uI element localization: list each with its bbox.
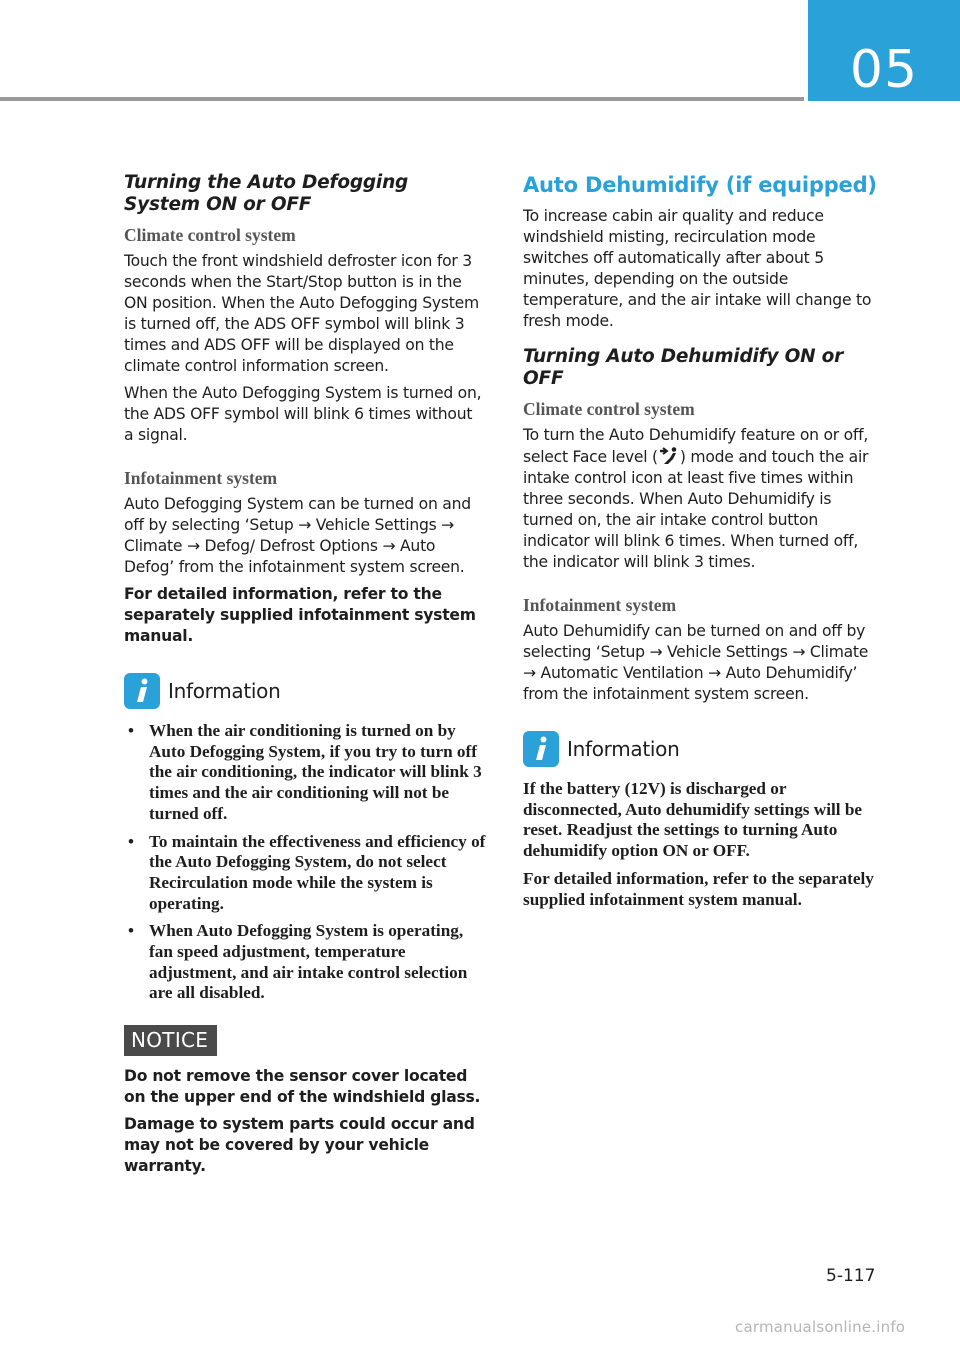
chapter-number: 05 [849,39,919,100]
climate-paragraph-1: Touch the front windshield defroster icon for 3 seconds when the Start/Stop button is in the ON position. When the Auto Defogging System is turned off, the ADS OFF symbol will blink 3 times and ADS OFF will be displayed on the climate control information screen. [124,252,479,375]
info-icon [124,673,160,709]
left-column [124,172,486,1183]
auto-dehumidify-title: Auto Dehumidify (if equipped) [523,173,877,197]
climate-control-subheading: Climate control system [124,225,296,245]
notice-paragraph-1: Do not remove the sensor cover located on the upper end of the windshield glass. [124,1067,481,1107]
information-title: Information [567,737,680,761]
information-list [124,721,486,1004]
information-paragraph-1: If the battery (12V) is discharged or disconnected, Auto dehumidify settings will be reset. Readjust the settings to turning Auto dehumidify option ON or OFF. [523,779,863,861]
auto-dehumidify-heading: Turning Auto Dehumidify ON or OFF [523,346,844,389]
climate-control-subheading: Climate control system [523,399,695,419]
face-level-icon [658,446,680,466]
climate-text-before: To turn the Auto Dehumidify feature on or off, select Face level ( [523,426,869,466]
info-icon [523,731,559,767]
ads-heading: Turning the Auto Defogging System ON or OFF [124,172,409,215]
auto-dehumidify-intro: To increase cabin air quality and reduce windshield misting, recirculation mode switches off automatically after about 5 minutes, depending on the outside temperature, and the air intake will change to fresh mode. [523,207,872,330]
information-title: Information [168,679,281,703]
information-box-header [523,731,885,767]
list-item: • When the air conditioning is turned on by Auto Defogging System, if you try to turn off the air conditioning, the indicator will blink 3 times and the air conditioning will not be turned off. [124,721,486,825]
climate-paragraph-2: When the Auto Defogging System is turned on, the ADS OFF symbol will blink 6 times without a signal. [124,384,482,444]
right-column [523,172,885,917]
climate-text-after: ) mode and touch the air intake control icon at least five times within three seconds. When Auto Dehumidify is turned on, the air intake control button indicator will blink 6 times. When turned off, the indicator will blink 3 times. [523,448,869,571]
information-paragraph-2: For detailed information, refer to the separately supplied infotainment system manual. [523,868,874,909]
infotainment-paragraph: Auto Dehumidify can be turned on and off by selecting ‘Setup → Vehicle Settings → Climate → Automatic Ventilation → Auto Dehumidify’ from the infotainment system screen. [523,622,869,703]
header-rule [0,97,804,101]
notice-paragraph-2: Damage to system parts could occur and may not be covered by your vehicle warranty. [124,1115,475,1176]
watermark: carmanualsonline.info [735,1318,906,1336]
list-item: • When Auto Defogging System is operating, fan speed adjustment, temperature adjustment, and air intake control selection are all disabled. [124,921,486,1004]
list-item: • To maintain the effectiveness and efficiency of the Auto Defogging System, do not select Recirculation mode while the system is operating. [124,832,486,915]
information-box-header [124,673,486,709]
chapter-tab [808,0,960,101]
infotainment-paragraph: Auto Defogging System can be turned on and off by selecting ‘Setup → Vehicle Settings → Climate → Defog/ Defrost Options → Auto Defog’ from the infotainment system screen. [124,495,471,576]
page-number: 5-117 [826,1266,876,1286]
climate-paragraph [523,425,885,573]
notice-badge: NOTICE [124,1025,217,1056]
infotainment-reference: For detailed information, refer to the separately supplied infotainment system manual. [124,585,476,645]
infotainment-subheading: Infotainment system [523,595,677,615]
infotainment-subheading: Infotainment system [124,468,278,488]
